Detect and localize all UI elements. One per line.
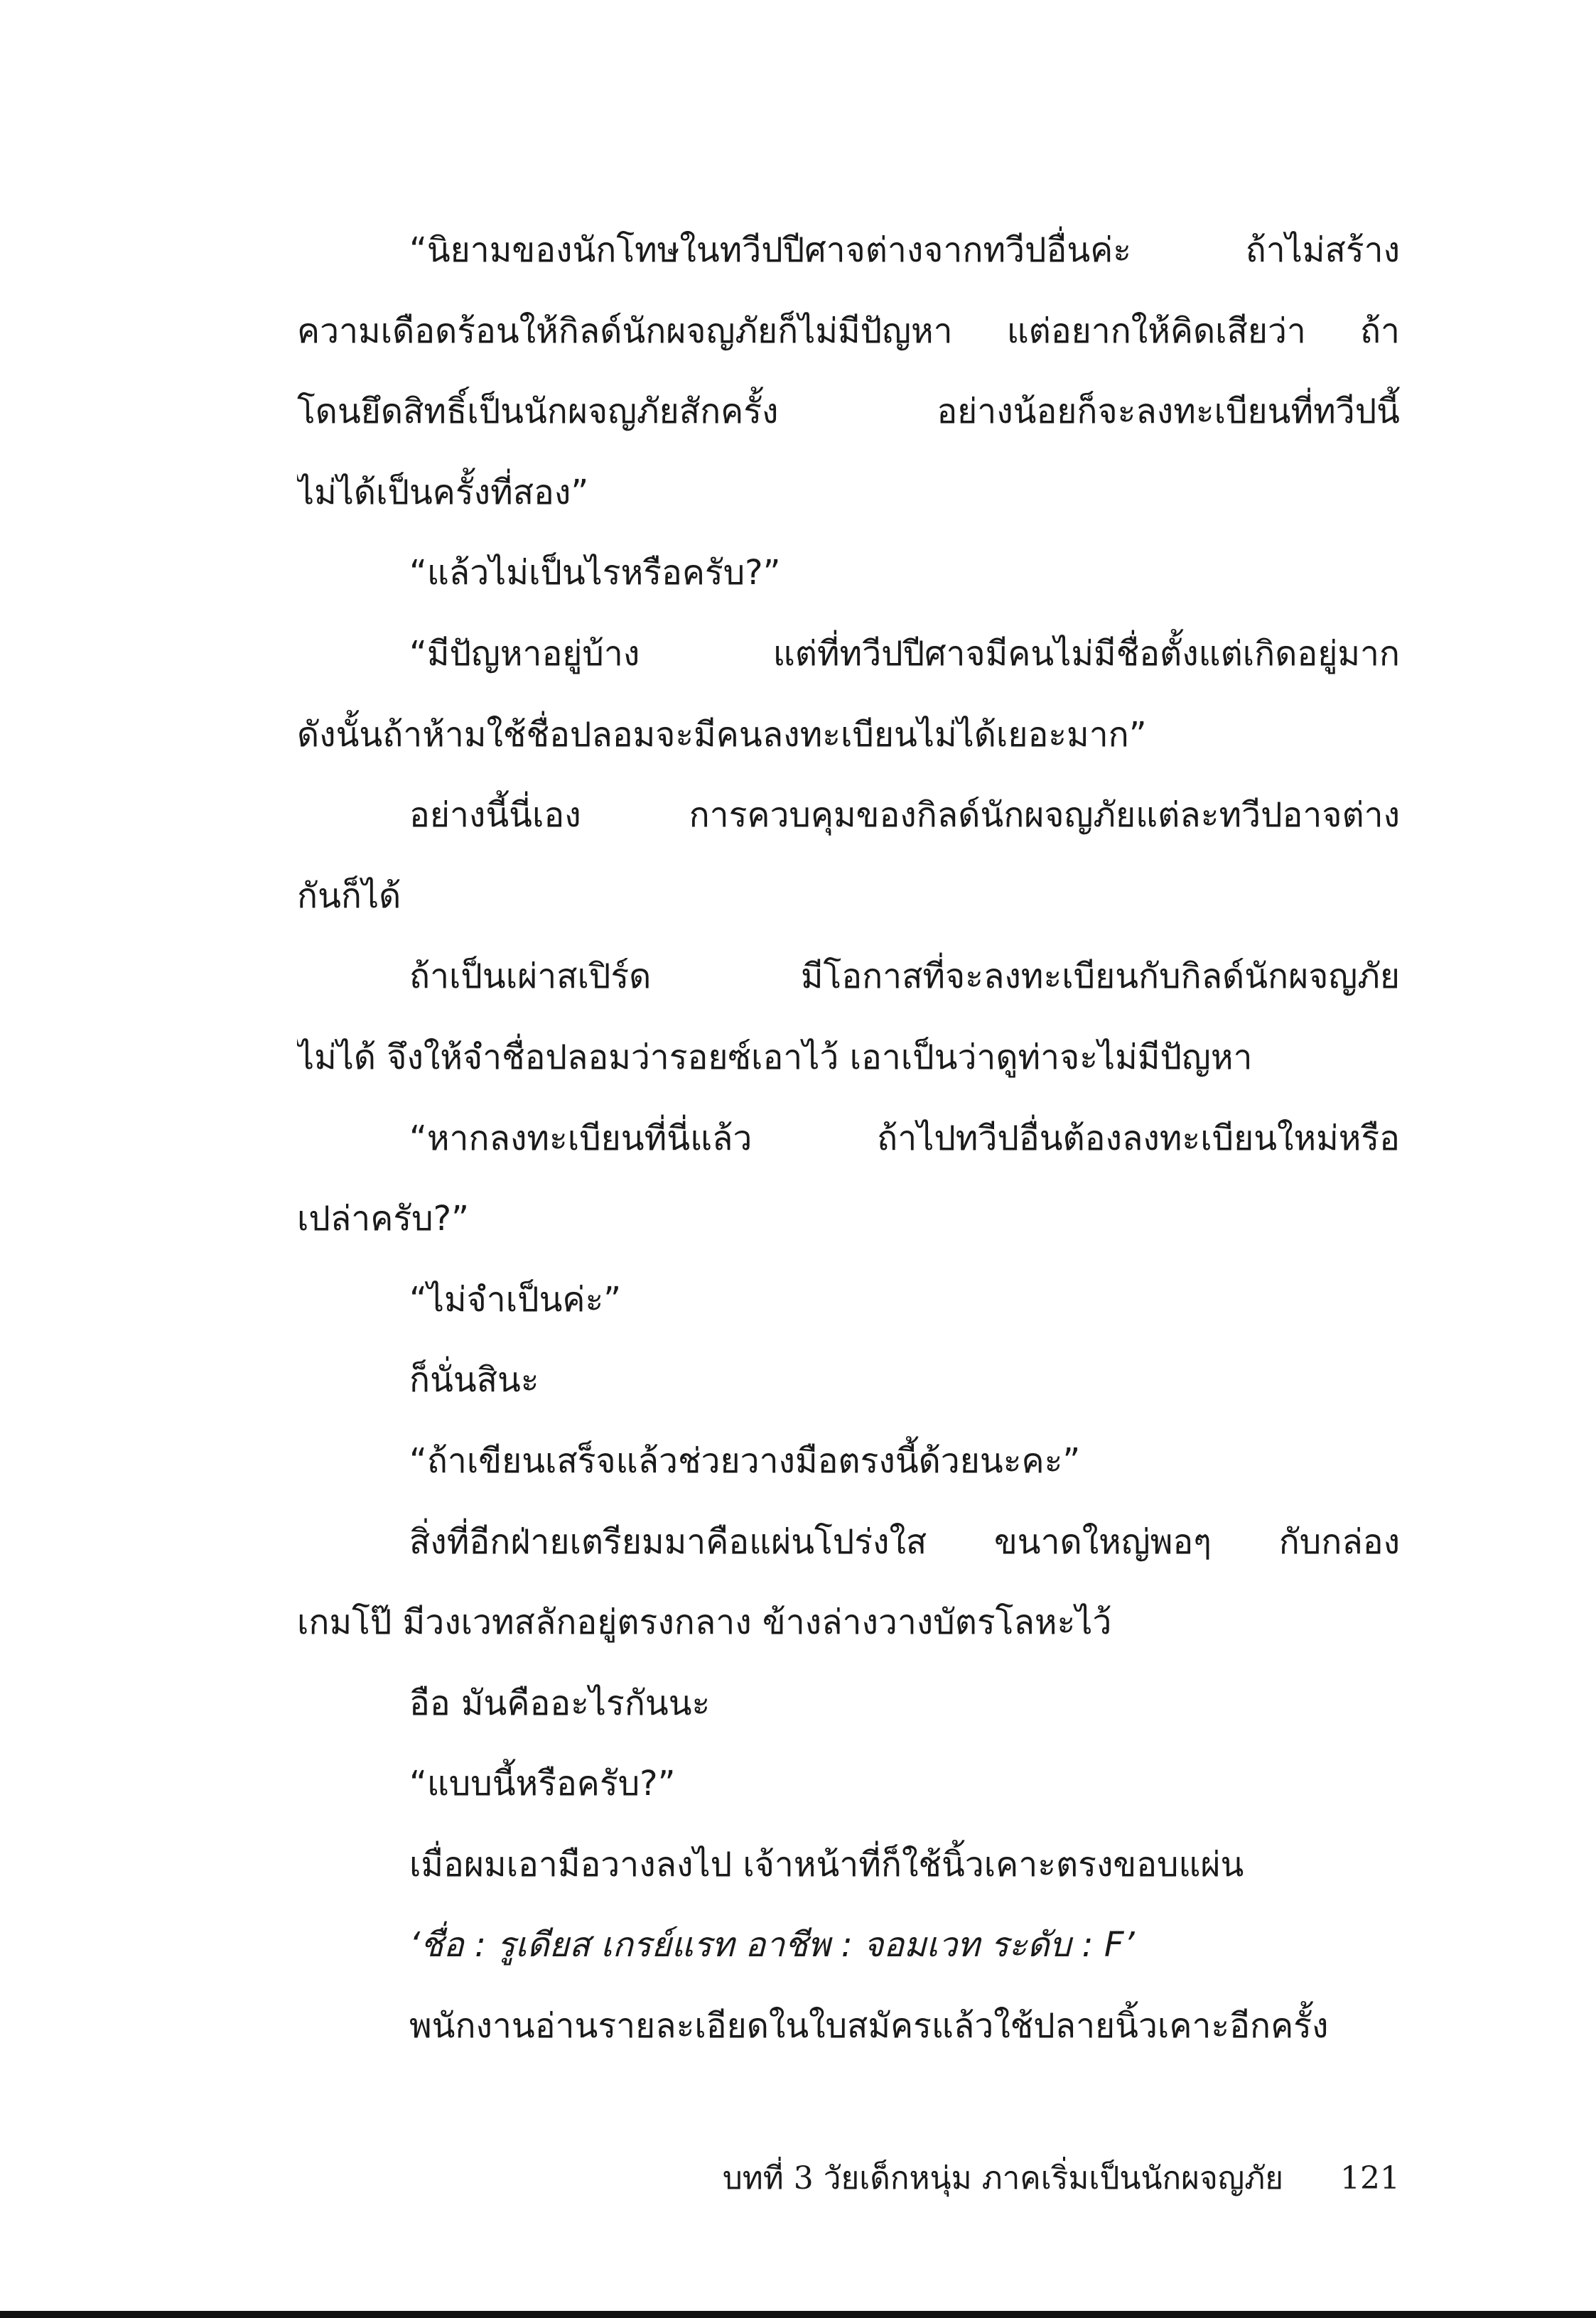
text-line: เปล่าครับ?” <box>297 1199 469 1239</box>
text-line: “ไม่จำเป็นค่ะ” <box>409 1279 622 1320</box>
text-line: กันก็ได้ <box>297 875 401 916</box>
text-line: เกมโป๊ มีวงเวทสลักอยู่ตรงกลาง ข้างล่างวางบัตรโลหะไว้ <box>297 1602 1112 1643</box>
text-line: พนักงานอ่านรายละเอียดในใบสมัครแล้วใช้ปลายนิ้วเคาะอีกครั้ง <box>409 2006 1329 2047</box>
text-line: ไม่ได้เป็นครั้งที่สอง” <box>297 472 589 512</box>
text-line: สิ่งที่อีกฝ่ายเตรียมมาคือแผ่นโปร่งใส ขนาดใหญ่พอๆ กับกล่อง <box>409 1521 1400 1562</box>
text-line: อือ มันคืออะไรกันนะ <box>409 1683 711 1723</box>
text-line: เมื่อผมเอามือวางลงไป เจ้าหน้าที่ก็ใช้นิ้วเคาะตรงขอบแผ่น <box>409 1844 1244 1885</box>
page-number: 121 <box>1340 2160 1400 2196</box>
text-line: “นิยามของนักโทษในทวีปปีศาจต่างจากทวีปอื่นค่ะ ถ้าไม่สร้าง <box>409 230 1400 270</box>
text-line: โดนยึดสิทธิ์เป็นนักผจญภัยสักครั้ง อย่างน้อยก็จะลงทะเบียนที่ทวีปนี้ <box>297 392 1400 432</box>
text-line: ไม่ได้ จึงให้จำชื่อปลอมว่ารอยซ์เอาไว้ เอาเป็นว่าดูท่าจะไม่มีปัญหา <box>297 1037 1253 1077</box>
text-line: อย่างนี้นี่เอง การควบคุมของกิลด์นักผจญภัยแต่ละทวีปอาจต่าง <box>409 795 1400 836</box>
text-line: ถ้าเป็นเผ่าสเปิร์ด มีโอกาสที่จะลงทะเบียนกับกิลด์นักผจญภัย <box>409 956 1400 997</box>
text-line-italic: ‘ชื่อ : รูเดียส เกรย์แรท อาชีพ : จอมเวท ระดับ : F’ <box>409 1925 1135 1966</box>
text-line: “แบบนี้หรือครับ?” <box>409 1764 676 1804</box>
text-line: ก็นั่นสินะ <box>409 1360 539 1401</box>
text-line: ความเดือดร้อนให้กิลด์นักผจญภัยก็ไม่มีปัญหา แต่อยากให้คิดเสียว่า ถ้า <box>297 311 1400 351</box>
chapter-title: บทที่ 3 วัยเด็กหนุ่ม ภาคเริ่มเป็นนักผจญภัย <box>722 2160 1284 2196</box>
page-footer <box>297 2157 1400 2200</box>
bottom-border <box>0 2311 1596 2318</box>
text-line: ดังนั้นถ้าห้ามใช้ชื่อปลอมจะมีคนลงทะเบียนไม่ได้เยอะมาก” <box>297 714 1147 755</box>
text-line: “ถ้าเขียนเสร็จแล้วช่วยวางมือตรงนี้ด้วยนะคะ” <box>409 1440 1081 1481</box>
text-line: “หากลงทะเบียนที่นี่แล้ว ถ้าไปทวีปอื่นต้องลงทะเบียนใหม่หรือ <box>409 1118 1400 1158</box>
text-line: “มีปัญหาอยู่บ้าง แต่ที่ทวีปปีศาจมีคนไม่มีชื่อตั้งแต่เกิดอยู่มาก <box>409 633 1400 674</box>
text-line: “แล้วไม่เป็นไรหรือครับ?” <box>409 553 781 593</box>
body-text <box>297 210 1400 2067</box>
